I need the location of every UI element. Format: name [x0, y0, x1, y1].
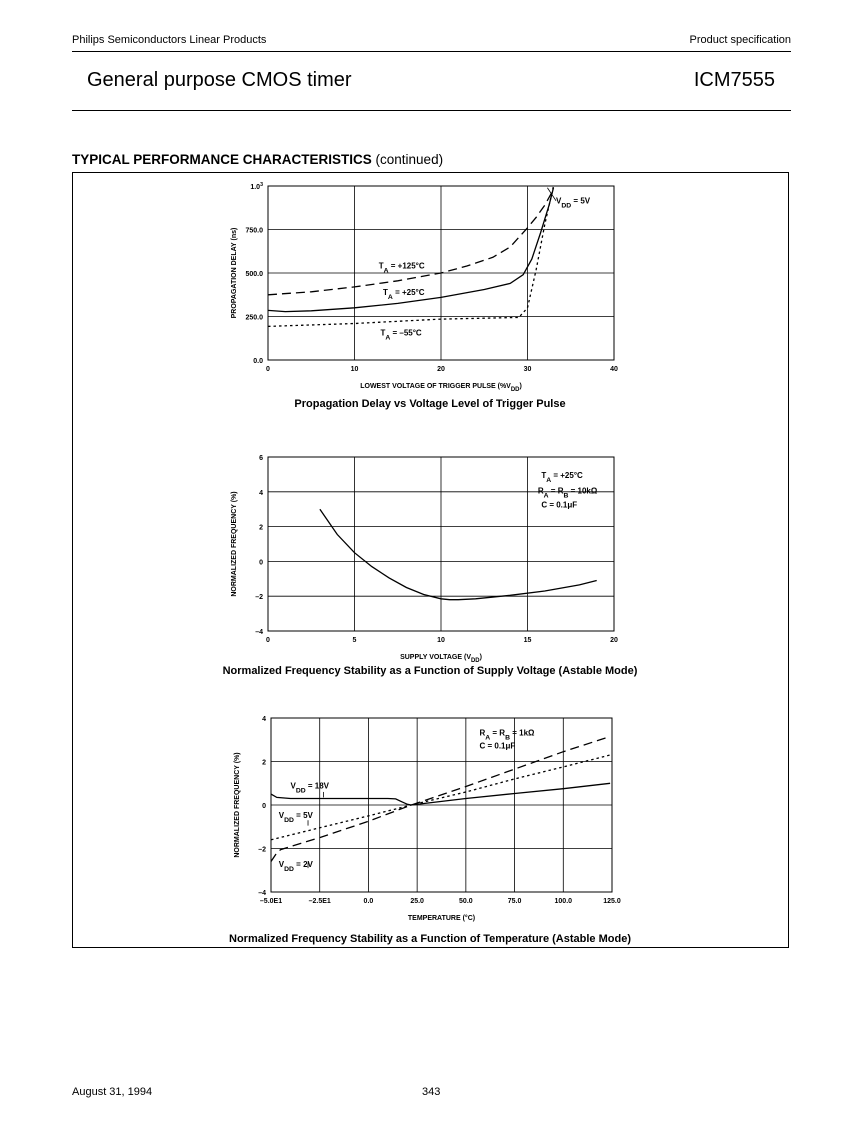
chart3-annotation: $R_A = R_B = 1k\Omega$	[479, 728, 535, 741]
chart1-x-tick-label: 20	[437, 366, 445, 373]
chart3-y-tick-label: –4	[258, 890, 266, 897]
chart3-annotation: $V_{DD} = 5V$	[278, 811, 313, 824]
footer-date: August 31, 1994	[72, 1086, 153, 1098]
document-title: General purpose CMOS timer	[87, 69, 352, 91]
chart3-x-axis-label: TEMPERATURE (°C)	[407, 915, 476, 922]
document-type: Product specification	[689, 34, 791, 46]
chart1-x-tick-label: 30	[523, 366, 532, 373]
chart2-series-line-1	[320, 509, 597, 600]
chart1-x-axis-label: LOWEST VOLTAGE OF TRIGGER PULSE $(\%V_{DD})$	[360, 383, 522, 393]
chart1-x-tick-label: 0	[266, 366, 270, 373]
chart2-y-tick-label: 4	[259, 489, 263, 497]
chart3-x-tick-label: 100.0	[554, 898, 573, 905]
chart1-caption: Propagation Delay vs Voltage Level of Trigger Pulse	[294, 398, 566, 410]
chart2-x-tick-label: 20	[610, 637, 618, 644]
chart3-y-tick-label: 4	[262, 716, 266, 723]
chart3-x-tick-label: 0.0	[363, 898, 374, 905]
chart1-annotation: $V_{DD} = 5V$	[556, 196, 591, 209]
chart3-x-tick-label: 125.0	[603, 898, 621, 905]
chart1-series-line-1	[268, 190, 554, 295]
chart2-x-tick-label: 0	[266, 637, 270, 644]
company-name: Philips Semiconductors Linear Products	[72, 34, 267, 46]
chart2-y-axis-label: NORMALIZED FREQUENCY (%)	[231, 491, 238, 597]
chart1-y-tick-label: 750.0	[245, 227, 263, 235]
chart3-series-line-2	[271, 755, 610, 840]
chart2-x-tick-label: 15	[523, 637, 532, 644]
section-heading-text: TYPICAL PERFORMANCE CHARACTERISTICS	[72, 152, 372, 167]
chart1-x-tick-label: 10	[350, 366, 359, 373]
chart1-series-line-3	[268, 186, 554, 326]
chart2-x-axis-label: SUPPLY VOLTAGE $(V_{DD})$	[400, 654, 482, 664]
chart3-y-axis-label: NORMALIZED FREQUENCY (%)	[234, 752, 241, 858]
chart3-annotation: $V_{DD} = 18V$	[290, 781, 330, 795]
chart3-x-tick-label: 75.0	[507, 898, 522, 905]
chart3-x-tick-label: –2.5E1	[308, 898, 331, 905]
chart2-y-tick-label: –2	[255, 594, 263, 602]
chart2-x-tick-label: 10	[437, 637, 445, 644]
part-number: ICM7555	[693, 69, 775, 91]
chart3-annotation: $V_{DD} = 2V$	[278, 859, 313, 873]
chart3-x-tick-label: –5.0E1	[259, 898, 283, 905]
chart1-annotation: $T_A = -55^\circ C$	[380, 328, 422, 342]
chart2-annotation: $R_A = R_B = 10k\Omega$	[537, 486, 598, 500]
chart3-annotation: C = 0.1μF	[479, 741, 516, 751]
chart3-x-tick-label: 50.0	[459, 898, 473, 905]
chart2-y-tick-label: 0	[259, 559, 263, 567]
chart3-x-tick-label: 25.0	[410, 898, 424, 905]
chart1-y-tick-label: 0.0	[253, 358, 263, 365]
page-number: 343	[422, 1086, 441, 1098]
chart1-annotation: $T_A = +125^\circ C$	[378, 261, 425, 275]
chart2-x-tick-label: 5	[352, 637, 357, 644]
chart2-y-tick-label: 2	[259, 524, 263, 532]
chart1-y-tick-label: 500.0	[245, 271, 263, 278]
chart3-caption: Normalized Frequency Stability as a Function of Temperature (Astable Mode)	[229, 933, 631, 945]
chart2-y-tick-label: 6	[259, 455, 263, 462]
chart3-y-tick-label: –2	[258, 846, 266, 854]
chart1-y-tick-label: 250.0	[245, 314, 263, 322]
chart1-y-axis-label: PROPAGATION DELAY (ns)	[231, 227, 238, 319]
chart1-annotation: $T_A = +25^\circ C$	[383, 287, 425, 301]
chart2-annotation: C = 0.1μF	[541, 500, 578, 510]
chart3-y-tick-label: 2	[262, 759, 266, 767]
section-heading-suffix: (continued)	[375, 152, 444, 167]
chart1-x-tick-label: 40	[610, 366, 618, 373]
chart2-y-tick-label: –4	[255, 629, 263, 636]
chart2-annotation: $T_A = +25^\circ C$	[541, 470, 583, 484]
chart2-caption: Normalized Frequency Stability as a Function of Supply Voltage (Astable Mode)	[222, 665, 638, 677]
chart1-y-tick-label: $1.0^3$	[250, 182, 263, 191]
chart3-y-tick-label: 0	[262, 803, 266, 810]
